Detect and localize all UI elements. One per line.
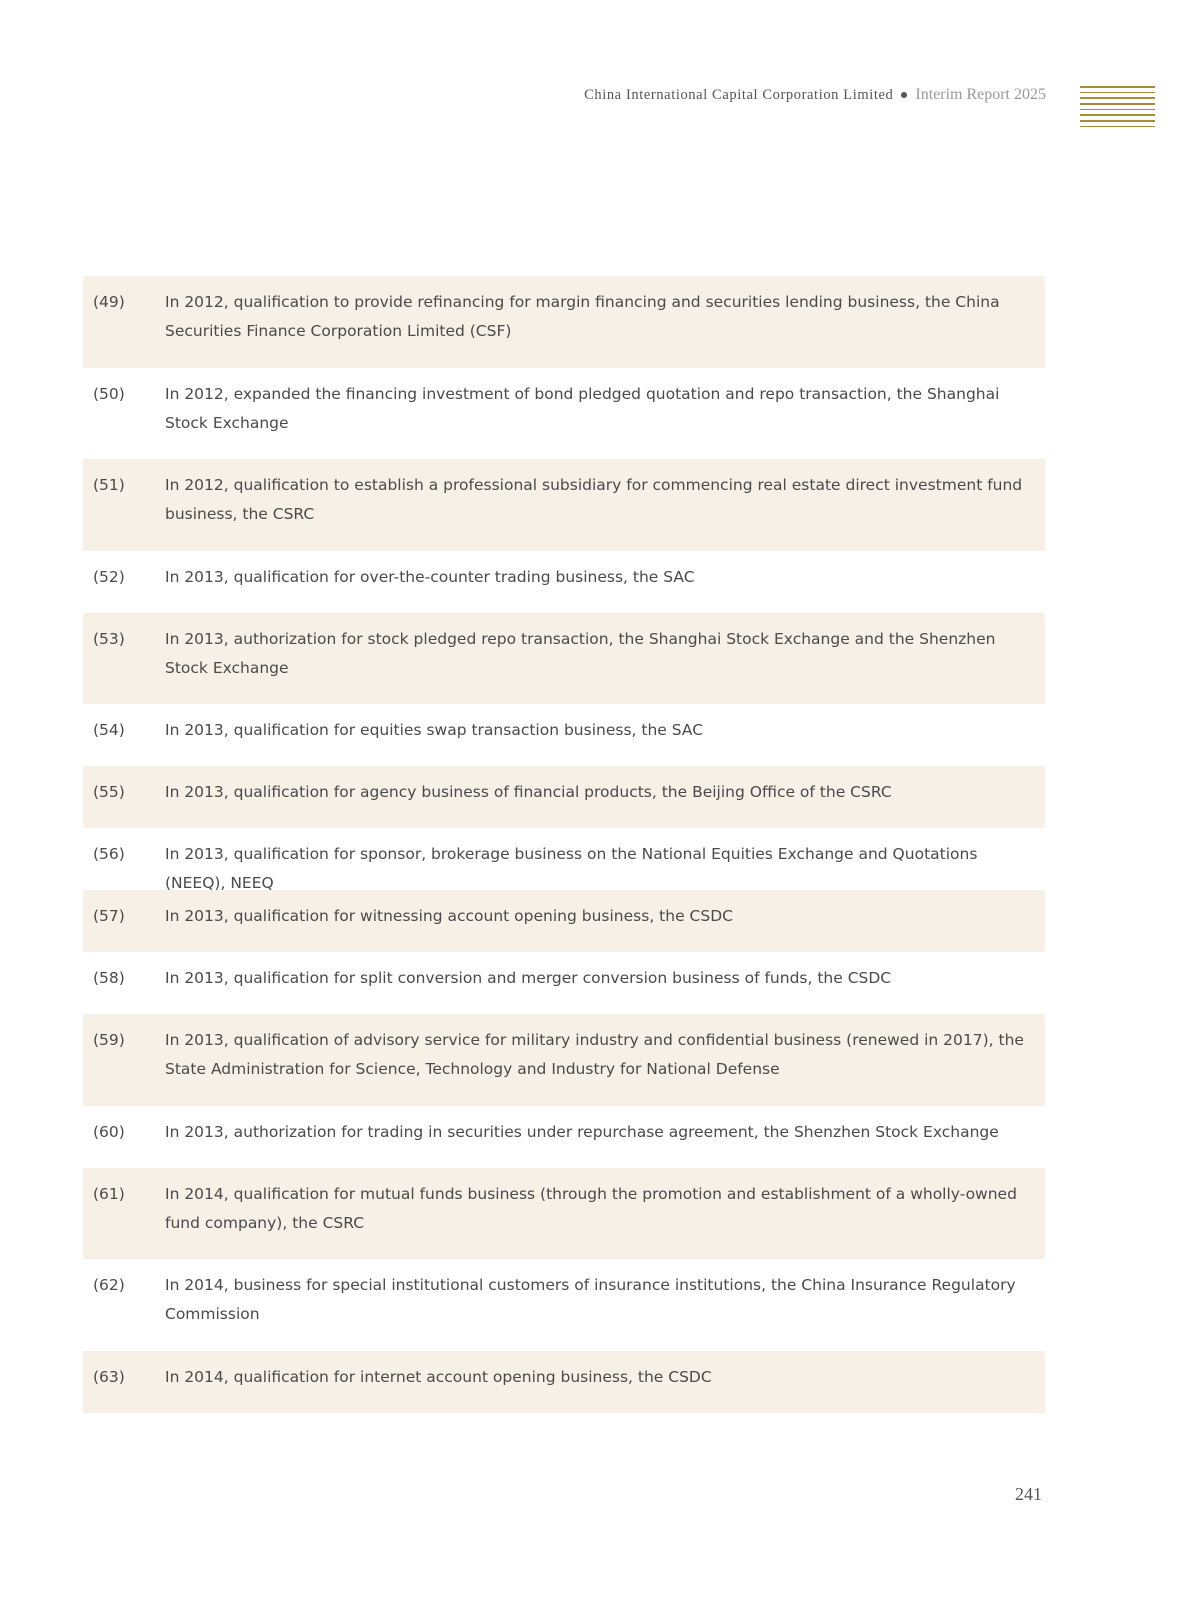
item-text: In 2012, qualification to provide refinancing for margin financing and securities lending business, the China Securities Finance Corporation Limited (CSF): [165, 293, 1000, 340]
item-text: In 2013, authorization for trading in securities under repurchase agreement, the Shenzhen Stock Exchange: [165, 1122, 999, 1141]
list-item: [83, 459, 1045, 551]
list-item: [83, 828, 1045, 890]
list-item: [83, 952, 1045, 1014]
list-item: [83, 1168, 1045, 1260]
item-number: (53): [93, 629, 125, 648]
item-number: (58): [93, 969, 125, 987]
list-item: [83, 1014, 1045, 1106]
item-text: In 2013, qualification for sponsor, brokerage business on the National Equities Exchange and Quotations (NEEQ), NEEQ: [165, 845, 978, 892]
item-number: (51): [93, 476, 125, 494]
company-name: China International Capital Corporation Limited: [584, 87, 894, 103]
item-number: (63): [93, 1367, 125, 1386]
item-number: (55): [93, 783, 125, 801]
item-text: In 2013, qualification for equities swap transaction business, the SAC: [165, 721, 704, 739]
item-text: In 2013, qualification for agency business of financial products, the Beijing Office of the CSRC: [165, 783, 892, 801]
item-text: In 2014, qualification for mutual funds business (through the promotion and establishment of a wholly-owned fund company), the CSRC: [165, 1184, 1017, 1232]
item-text: In 2013, authorization for stock pledged repo transaction, the Shanghai Stock Exchange and the Shenzhen Stock Exchange: [165, 629, 996, 677]
item-number: (49): [93, 293, 125, 311]
item-text: In 2013, qualification of advisory service for military industry and confidential business (renewed in 2017), the State Administration for Science, Technology and Industry for National Defense: [165, 1031, 1024, 1078]
item-text: In 2013, qualification for over-the-counter trading business, the SAC: [165, 567, 695, 586]
report-title: Interim Report 2025: [915, 86, 1046, 103]
item-number: (50): [93, 384, 125, 403]
list-item: [83, 1106, 1045, 1168]
list-item: [83, 766, 1045, 828]
list-item: [83, 276, 1045, 368]
qualifications-list: [83, 276, 1045, 1413]
item-text: In 2014, qualification for internet account opening business, the CSDC: [165, 1367, 712, 1386]
list-item: [83, 704, 1045, 766]
item-number: (54): [93, 721, 125, 739]
list-item: [83, 551, 1045, 613]
list-item: [83, 368, 1045, 460]
bullet-separator: [901, 92, 907, 98]
running-header: [584, 86, 1046, 104]
item-number: (60): [93, 1122, 125, 1141]
list-item: [83, 1259, 1045, 1351]
item-text: In 2013, qualification for split conversion and merger conversion business of funds, the CSDC: [165, 969, 892, 987]
item-number: (57): [93, 907, 125, 925]
item-text: In 2012, expanded the financing investment of bond pledged quotation and repo transaction, the Shanghai Stock Exchange: [165, 384, 1000, 432]
item-number: (52): [93, 567, 125, 586]
item-number: (59): [93, 1031, 125, 1049]
page-number: 241: [1015, 1484, 1042, 1504]
item-number: (61): [93, 1184, 125, 1203]
item-text: In 2013, qualification for witnessing account opening business, the CSDC: [165, 907, 733, 925]
list-item: [83, 1351, 1045, 1413]
list-item: [83, 890, 1045, 952]
decorative-gold-lines: [1080, 86, 1155, 132]
item-text: In 2012, qualification to establish a professional subsidiary for commencing real estate direct investment fund business, the CSRC: [165, 476, 1023, 523]
item-number: (56): [93, 845, 125, 863]
item-number: (62): [93, 1276, 125, 1294]
list-item: [83, 613, 1045, 705]
item-text: In 2014, business for special institutional customers of insurance institutions, the China Insurance Regulatory Commission: [165, 1276, 1016, 1323]
